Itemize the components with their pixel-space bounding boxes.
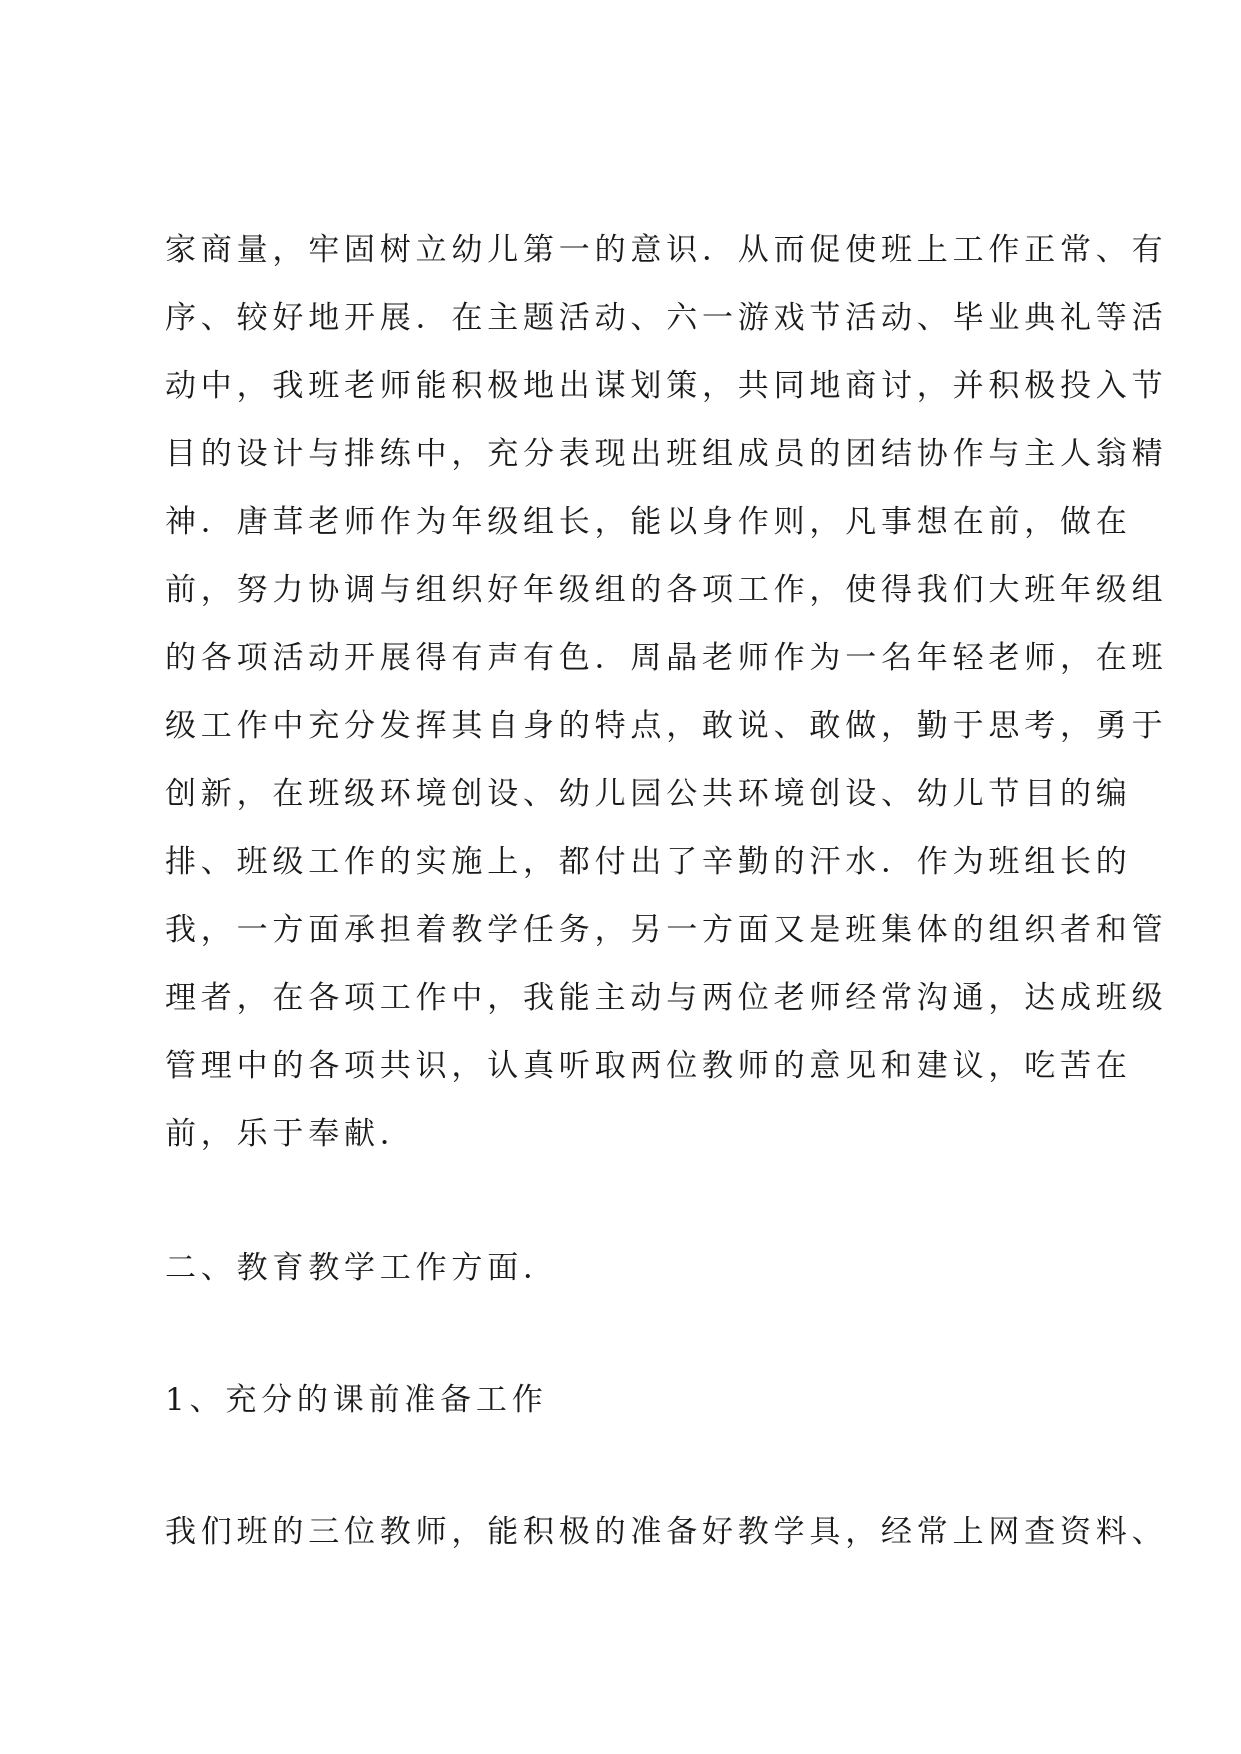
- paragraph-1-line-5: 神．唐茸老师作为年级组长，能以身作则，凡事想在前，做在: [165, 504, 1132, 540]
- paragraph-1-line-1: 家商量，牢固树立幼儿第一的意识．从而促使班上工作正常、有: [165, 232, 1168, 268]
- paragraph-1-line-3: 动中，我班老师能积极地出谋划策，共同地商讨，并积极投入节: [165, 368, 1168, 404]
- paragraph-1-line-6: 前，努力协调与组织好年级组的各项工作，使得我们大班年级组: [165, 572, 1168, 608]
- paragraph-1-line-4: 目的设计与排练中，充分表现出班组成员的团结协作与主人翁精: [165, 436, 1168, 472]
- paragraph-1-line-13: 管理中的各项共识，认真听取两位教师的意见和建议，吃苦在: [165, 1048, 1132, 1084]
- paragraph-1-line-10: 排、班级工作的实施上，都付出了辛勤的汗水．作为班组长的: [165, 844, 1132, 880]
- paragraph-2-line-1: 我们班的三位教师，能积极的准备好教学具，经常上网查资料、: [165, 1514, 1168, 1550]
- paragraph-1-line-7: 的各项活动开展得有声有色．周晶老师作为一名年轻老师，在班: [165, 640, 1168, 676]
- paragraph-1-line-2: 序、较好地开展．在主题活动、六一游戏节活动、毕业典礼等活: [165, 300, 1168, 336]
- paragraph-1-line-12: 理者，在各项工作中，我能主动与两位老师经常沟通，达成班级: [165, 980, 1168, 1016]
- section-heading: 二、教育教学工作方面．: [165, 1250, 559, 1286]
- paragraph-1-line-8: 级工作中充分发挥其自身的特点，敢说、敢做，勤于思考，勇于: [165, 708, 1168, 744]
- paragraph-1-line-9: 创新，在班级环境创设、幼儿园公共环境创设、幼儿节目的编: [165, 776, 1132, 812]
- paragraph-1-line-14: 前，乐于奉献．: [165, 1116, 416, 1152]
- subsection-heading: 1、充分的课前准备工作: [165, 1382, 548, 1418]
- paragraph-1-line-11: 我，一方面承担着教学任务，另一方面又是班集体的组织者和管: [165, 912, 1168, 948]
